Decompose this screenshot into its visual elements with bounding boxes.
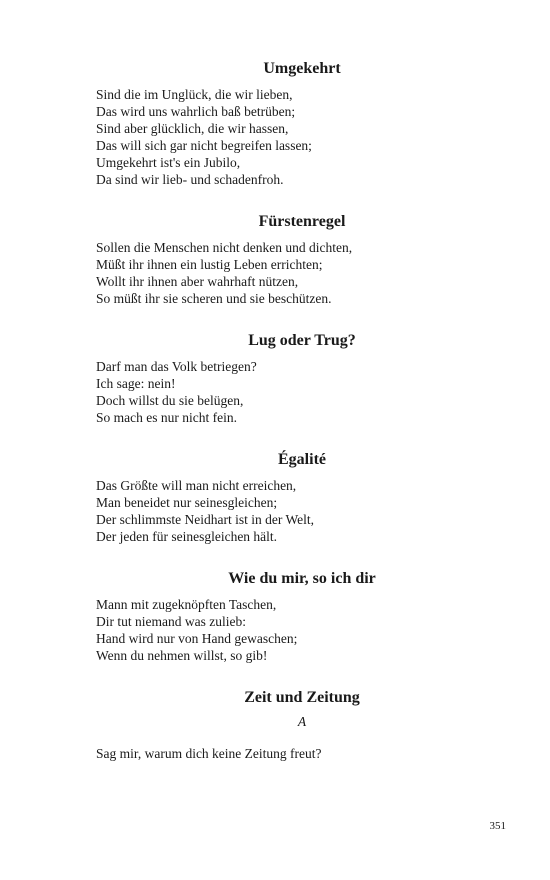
poem-line: Darf man das Volk betriegen? bbox=[96, 359, 257, 374]
poem-line: Das wird uns wahrlich baß betrüben; bbox=[96, 104, 296, 119]
poem-title: Zeit und Zeitung bbox=[244, 689, 360, 706]
poem-stanza bbox=[96, 477, 508, 545]
poem-title: Wie du mir, so ich dir bbox=[228, 570, 376, 587]
poem-stanza bbox=[96, 86, 508, 188]
poem-line: So müßt ihr sie scheren und sie beschützen. bbox=[96, 291, 332, 306]
poem-line: Müßt ihr ihnen ein lustig Leben errichten; bbox=[96, 257, 323, 272]
poem-line: Man beneidet nur seinesgleichen; bbox=[96, 495, 278, 510]
poem-line: Da sind wir lieb- und schadenfroh. bbox=[96, 172, 284, 187]
poem-title: Umgekehrt bbox=[263, 60, 341, 77]
poem-line: Dir tut niemand was zulieb: bbox=[96, 614, 246, 629]
poem-line: Wollt ihr ihnen aber wahrhaft nützen, bbox=[96, 274, 299, 289]
poem-line: Doch willst du sie belügen, bbox=[96, 393, 244, 408]
poem-line: Sag mir, warum dich keine Zeitung freut? bbox=[96, 746, 322, 761]
poem-stanza bbox=[96, 745, 508, 762]
poem-line: Umgekehrt ist's ein Jubilo, bbox=[96, 155, 241, 170]
poem-line: Ich sage: nein! bbox=[96, 376, 176, 391]
poem-line: So mach es nur nicht fein. bbox=[96, 410, 237, 425]
poem-line: Wenn du nehmen willst, so gib! bbox=[96, 648, 268, 663]
poem-line: Das Größte will man nicht erreichen, bbox=[96, 478, 297, 493]
page-number: 351 bbox=[489, 820, 506, 832]
page-body bbox=[96, 56, 508, 762]
poem-title: Lug oder Trug? bbox=[248, 332, 356, 349]
poem-line: Sind die im Unglück, die wir lieben, bbox=[96, 87, 293, 102]
poem-line: Mann mit zugeknöpften Taschen, bbox=[96, 597, 277, 612]
poem-stanza bbox=[96, 358, 508, 426]
poem-title: Fürstenregel bbox=[258, 213, 346, 230]
poem-line: Sollen die Menschen nicht denken und dichten, bbox=[96, 240, 353, 255]
poem-stanza bbox=[96, 239, 508, 307]
poem-line: Hand wird nur von Hand gewaschen; bbox=[96, 631, 298, 646]
poem-title: Égalité bbox=[278, 451, 326, 468]
poem-line: Sind aber glücklich, die wir hassen, bbox=[96, 121, 289, 136]
poem-line: Das will sich gar nicht begreifen lassen; bbox=[96, 138, 312, 153]
poem-line: Der jeden für seinesgleichen hält. bbox=[96, 529, 278, 544]
poem-line: Der schlimmste Neidhart ist in der Welt, bbox=[96, 512, 314, 527]
section-marker: A bbox=[297, 714, 307, 729]
poem-stanza bbox=[96, 596, 508, 664]
